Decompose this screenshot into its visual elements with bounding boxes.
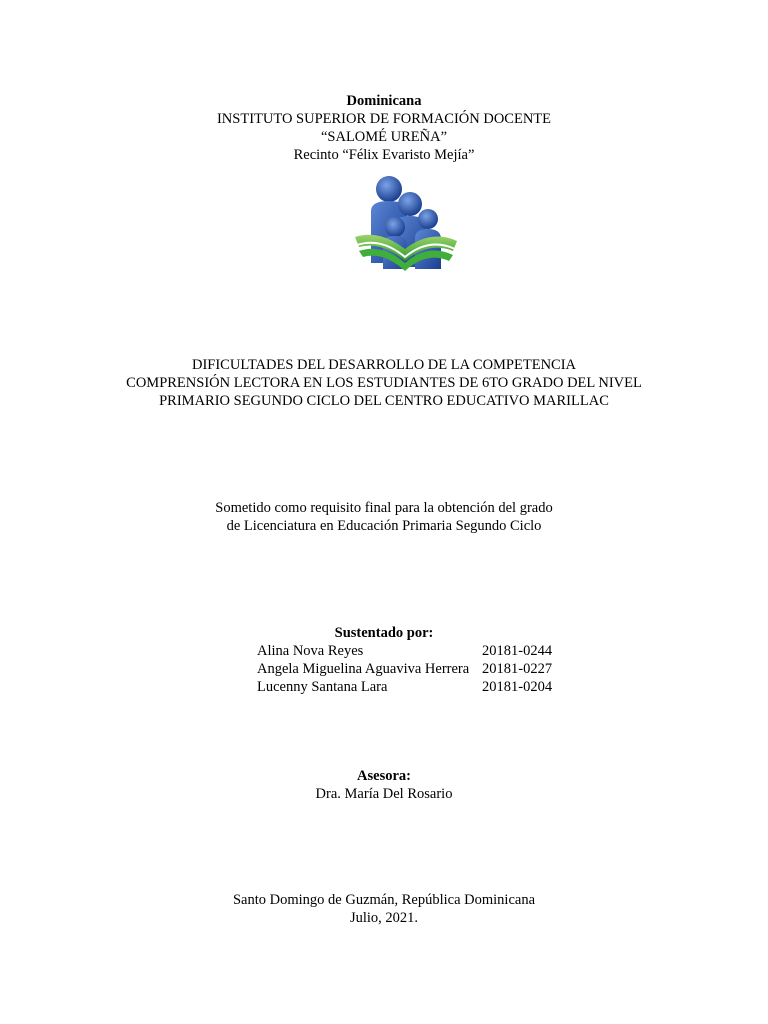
footer-date: Julio, 2021. <box>349 910 419 926</box>
author-name: Angela Miguelina Aguaviva Herrera <box>257 661 470 677</box>
submission-statement <box>0 499 768 535</box>
author-id: 20181-0204 <box>482 679 553 695</box>
advisor-name: Dra. María Del Rosario <box>315 786 453 802</box>
submission-line-2: de Licenciatura en Educación Primaria Segundo Ciclo <box>226 518 542 534</box>
advisor-heading: Asesora: <box>357 768 411 784</box>
title-line-1: DIFICULTADES DEL DESARROLLO DE LA COMPETENCIA <box>191 357 577 373</box>
submission-line-1: Sometido como requisito final para la obtención del grado <box>215 500 553 516</box>
header-institute: INSTITUTO SUPERIOR DE FORMACIÓN DOCENTE <box>216 111 552 127</box>
author-id: 20181-0227 <box>482 661 553 677</box>
title-line-3: PRIMARIO SEGUNDO CICLO DEL CENTRO EDUCATIVO MARILLAC <box>159 393 609 409</box>
author-row <box>257 678 577 696</box>
author-row <box>257 642 577 660</box>
institution-logo <box>349 171 461 279</box>
author-row <box>257 660 577 678</box>
authors-heading: Sustentado por: <box>334 625 434 641</box>
institution-header <box>0 92 768 164</box>
header-country: Dominicana <box>346 93 422 109</box>
author-id: 20181-0244 <box>482 643 553 659</box>
place-date-footer <box>0 891 768 927</box>
people-reading-book-icon <box>349 171 461 279</box>
title-line-2: COMPRENSIÓN LECTORA EN LOS ESTUDIANTES DE 6TO GRADO DEL NIVEL <box>126 375 642 391</box>
author-name: Alina Nova Reyes <box>257 643 364 659</box>
authors-list <box>257 642 577 696</box>
header-institute-name: “SALOMÉ UREÑA” <box>320 129 448 145</box>
header-campus: Recinto “Félix Evaristo Mejía” <box>293 147 475 163</box>
thesis-title <box>0 356 768 410</box>
author-name: Lucenny Santana Lara <box>257 679 388 695</box>
footer-place: Santo Domingo de Guzmán, República Dominicana <box>232 892 535 908</box>
